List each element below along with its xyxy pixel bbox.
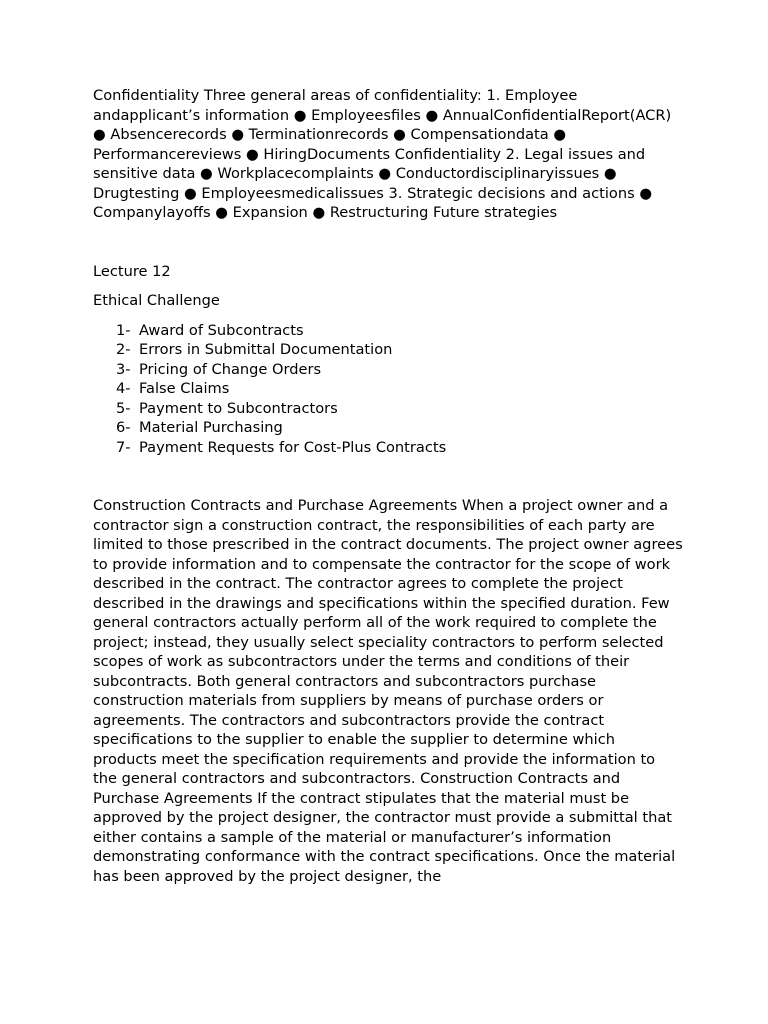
list-number: 4- bbox=[116, 380, 131, 397]
contracts-paragraph: Construction Contracts and Purchase Agreements When a project owner and a contractor sign a construction contract, the responsibilities of each party are limited to those prescribed in the contract documents. The project owner agrees to provide information and to compensate the contractor for the scope of work described in the contract. The contractor agrees to complete the project described in the drawings and specifications within the specified duration. Few general contractors actually perform all of the work required to complete the project; instead, they usually select speciality contractors to perform selected scopes of work as subcontractors under the terms and conditions of their subcontracts. Both general contractors and subcontractors purchase construction materials from suppliers by means of purchase orders or agreements. The contractors and subcontractors provide the contract specifications to the supplier to enable the supplier to determine which products meet the specification requirements and provide the information to the general contractors and subcontractors. Construction Contracts and Purchase Agreements If the contract stipulates that the material must be approved by the project designer, the contractor must provide a submittal that either contains a sample of the material or manufacturer’s information demonstrating conformance with the contract specifications. Once the material has been approved by the project designer, the bbox=[93, 497, 683, 885]
list-text: Payment to Subcontractors bbox=[139, 399, 338, 417]
list-text: Material Purchasing bbox=[139, 419, 283, 436]
document-page bbox=[93, 86, 683, 886]
list-text: Errors in Submittal Documentation bbox=[139, 341, 393, 358]
list-text: Payment Requests for Cost-Plus Contracts bbox=[139, 438, 447, 456]
list-item bbox=[116, 379, 683, 399]
list-number: 1- bbox=[116, 321, 131, 339]
ethical-challenge-title: Ethical Challenge bbox=[93, 292, 220, 309]
list-number: 2- bbox=[116, 341, 131, 358]
list-text: Award of Subcontracts bbox=[139, 321, 304, 339]
list-number: 5- bbox=[116, 399, 131, 417]
list-item bbox=[116, 418, 683, 438]
list-text: False Claims bbox=[139, 380, 230, 397]
list-number: 7- bbox=[116, 438, 131, 456]
list-item bbox=[116, 321, 683, 341]
list-item bbox=[116, 340, 683, 360]
list-item bbox=[116, 399, 683, 419]
list-item bbox=[116, 360, 683, 380]
list-text: Pricing of Change Orders bbox=[139, 360, 322, 378]
ethical-challenge-list bbox=[93, 321, 683, 458]
list-item bbox=[116, 438, 683, 458]
list-number: 6- bbox=[116, 419, 131, 436]
confidentiality-paragraph: Confidentiality Three general areas of confidentiality: 1. Employee andapplicant’s information ● Employeesfiles ● AnnualConfidentialReport(ACR) ● Absencerecords ● Terminationrecords ● Compensationdata ● Performancereviews ● HiringDocuments Confidentiality 2. Legal issues and sensitive data ● Workplacecomplaints ● Conductordisciplinaryissues ● Drugtesting ● Employeesmedicalissues 3. Strategic decisions and actions ● Companylayoffs ● Expansion ● Restructuring Future strategies bbox=[93, 87, 672, 221]
lecture-heading: Lecture 12 bbox=[93, 262, 171, 280]
list-number: 3- bbox=[116, 360, 131, 378]
